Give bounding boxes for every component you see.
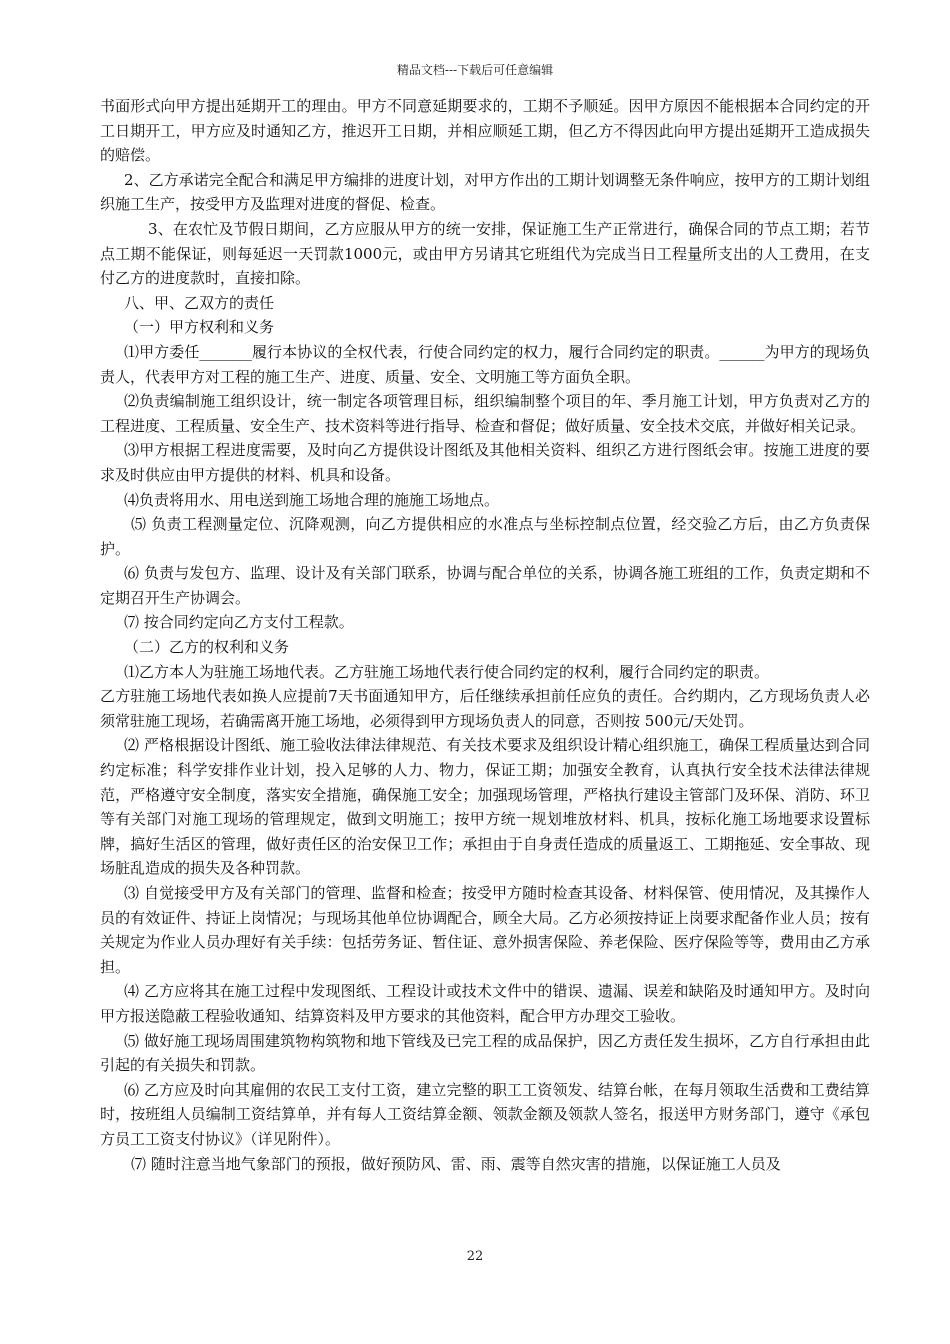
paragraph: （二）乙方的权利和义务 xyxy=(124,638,290,657)
paragraph: ⑸ 负责工程测量定位、沉降观测，向乙方提供相应的水准点与坐标控制点位置，经交验乙方后，由乙方负责保护。 xyxy=(100,515,870,558)
page-header: 精品文档---下载后可任意编辑 xyxy=(396,63,554,77)
paragraph: ⑷负责将用水、用电送到施工场地合理的施施工场地点。 xyxy=(124,490,500,509)
paragraph: 乙方驻施工场地代表如换人应提前7天书面通知甲方，后任继续承担前任应负的责任。合约期内，乙方现场负责人必须常驻施工现场，若确需离开施工场地，必须得到甲方现场负责人的同意，否则按 500元/天处罚。 xyxy=(100,687,870,730)
paragraph: ⑺ 随时注意当地气象部门的预报，做好预防风、雷、雨、震等自然灾害的措施，以保证施工人员及 xyxy=(131,1154,781,1173)
paragraph: （一）甲方权利和义务 xyxy=(124,318,275,337)
paragraph: ⑷ 乙方应将其在施工过程中发现图纸、工程设计或技术文件中的错误、遗漏、误差和缺陷及时通知甲方。及时向甲方报送隐蔽工程验收通知、结算资料及甲方要求的其他资料，配合甲方办理交工验收。 xyxy=(100,982,870,1025)
paragraph: 2、乙方承诺完全配合和满足甲方编排的进度计划，对甲方作出的工期计划调整无条件响应，按甲方的工期计划组织施工生产，按受甲方及监理对进度的督促、检查。 xyxy=(100,170,870,214)
paragraph: 3、在农忙及节假日期间，乙方应服从甲方的统一安排，保证施工生产正常进行，确保合同的节点工期；若节点工期不能保证，则每延迟一天罚款1000元，或由甲方另请其它班组代为完成当日工程量所支出的人工费用，在支付乙方的进度款时，直接扣除。 xyxy=(100,219,870,288)
paragraph: ⑴甲方委任_______履行本协议的全权代表，行使合同约定的权力，履行合同约定的职责。______为甲方的现场负责人，代表甲方对工程的施工生产、进度、质量、安全、文明施工等方面负全职。 xyxy=(100,342,870,386)
paragraph: ⑵负责编制施工组织设计，统一制定各项管理目标，组织编制整个项目的年、季月施工计划，甲方负责对乙方的工程进度、工程质量、安全生产、技术资料等进行指导、检查和督促；做好质量、安全技术交底，并做好相关记录。 xyxy=(100,392,870,435)
document-body xyxy=(100,94,870,1176)
page-number: 22 xyxy=(466,1249,484,1264)
paragraph: ⑵ 严格根据设计图纸、施工验收法律法律规范、有关技术要求及组织设计精心组织施工，确保工程质量达到合同约定标准；科学安排作业计划，投入足够的人力、物力，保证工期；加强安全教育，认真执行安全技术法律法律规范，严格遵守安全制度，落实安全措施，确保施工安全；加强现场管理，严格执行建设主管部门及环保、消防、环卫等有关部门对施工现场的管理规定，做到文明施工；按甲方统一规划堆放材料、机具，按标化施工场地要求设置标牌，搞好生活区的管理，做好责任区的治安保卫工作；承担由于自身责任造成的质量返工、工期拖延、安全事故、现场脏乱造成的损失及各种罚款。 xyxy=(100,736,870,878)
paragraph: ⑶ 自觉接受甲方及有关部门的管理、监督和检查；按受甲方随时检查其设备、材料保管、使用情况，及其操作人员的有效证件、持证上岗情况；与现场其他单位协调配合，顾全大局。乙方必须按持证上岗要求配备作业人员；按有关规定为作业人员办理好有关手续：包括劳务证、暂住证、意外损害保险、养老保险、医疗保险等等，费用由乙方承担。 xyxy=(100,884,870,976)
paragraph: ⑹ 负责与发包方、监理、设计及有关部门联系，协调与配合单位的关系，协调各施工班组的工作，负责定期和不定期召开生产协调会。 xyxy=(100,564,870,607)
paragraph: 八、甲、乙双方的责任 xyxy=(124,293,275,312)
paragraph: ⑸ 做好施工现场周围建筑物构筑物和地下管线及已完工程的成品保护，因乙方责任发生损坏，乙方自行承担由此引起的有关损失和罚款。 xyxy=(100,1031,870,1075)
paragraph: 书面形式向甲方提出延期开工的理由。甲方不同意延期要求的，工期不予顺延。因甲方原因不能根据本合同约定的开工日期开工，甲方应及时通知乙方，推迟开工日期，并相应顺延工期，但乙方不得因此向甲方提出延期开工造成损失的赔偿。 xyxy=(100,97,870,165)
paragraph: ⑺ 按合同约定向乙方支付工程款。 xyxy=(124,613,354,632)
paragraph: ⑹ 乙方应及时向其雇佣的农民工支付工资，建立完整的职工工资领发、结算台帐，在每月领取生活费和工费结算时，按班组人员编制工资结算单，并有每人工资结算金额、领款金额及领款人签名，报送甲方财务部门，遵守《承包方员工工资支付协议》（详见附件）。 xyxy=(100,1080,870,1148)
paragraph: ⑶甲方根据工程进度需要，及时向乙方提供设计图纸及其他相关资料、组织乙方进行图纸会审。按施工进度的要求及时供应由甲方提供的材料、机具和设备。 xyxy=(100,441,870,484)
paragraph: ⑴乙方本人为驻施工场地代表。乙方驻施工场地代表行使合同约定的权利，履行合同约定的职责。 xyxy=(124,662,770,681)
